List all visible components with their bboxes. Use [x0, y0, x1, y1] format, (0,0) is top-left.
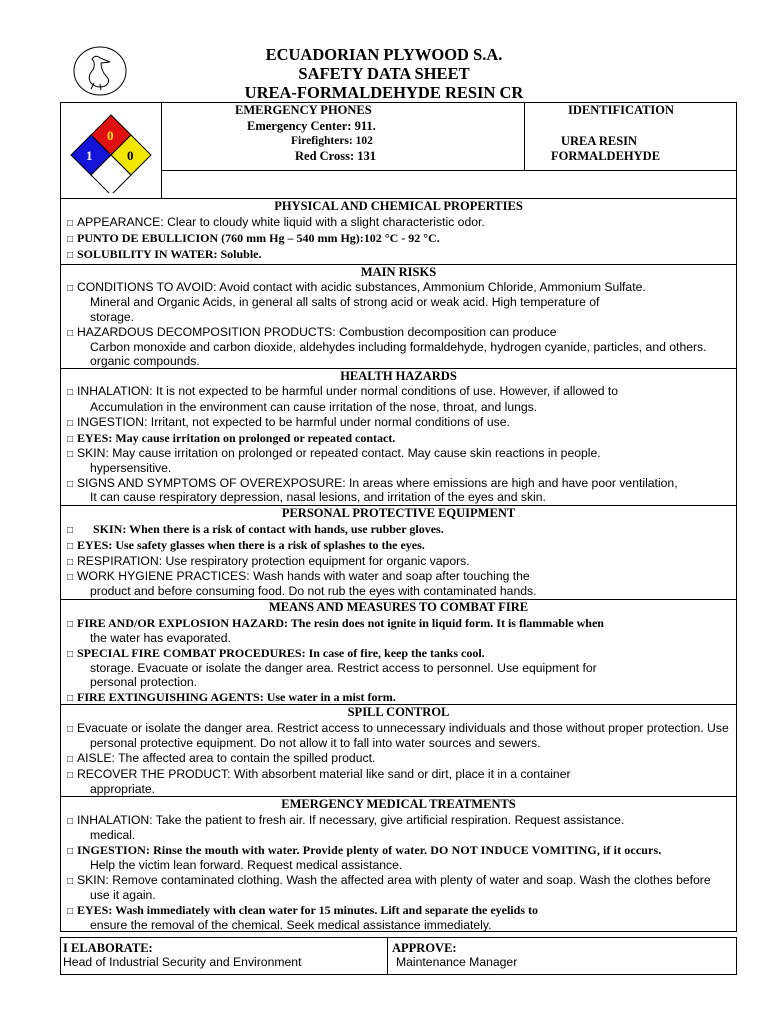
- list-item: □ INHALATION: Take the patient to fresh air. If necessary, give artificial respiration. Request assistance.: [67, 813, 625, 827]
- list-item: □ FIRE AND/OR EXPLOSION HAZARD: The resin does not ignite in liquid form. It is flammable when: [67, 616, 604, 630]
- list-item: □ RESPIRATION: Use respiratory protection equipment for organic vapors.: [67, 554, 470, 568]
- list-item-continuation: Mineral and Organic Acids, in general all salts of strong acid or weak acid. High temperature of: [90, 295, 600, 309]
- list-item: □ WORK HYGIENE PRACTICES: Wash hands with water and soap after touching the: [67, 569, 530, 583]
- identification-line-2: FORMALDEHYDE: [551, 149, 661, 163]
- list-item-continuation: Carbon monoxide and carbon dioxide, aldehydes including formaldehyde, hydrogen cyanide, particles, and others.: [90, 340, 707, 354]
- checkbox-bullet-icon: □: [67, 387, 74, 398]
- list-item-continuation: use it again.: [90, 888, 156, 902]
- checkbox-bullet-icon: □: [67, 770, 74, 781]
- checkbox-bullet-icon: □: [67, 619, 74, 630]
- checkbox-bullet-icon: □: [67, 283, 74, 294]
- list-item: □ EYES: May cause irritation on prolonged or repeated contact.: [67, 431, 396, 445]
- list-item: □ APPEARANCE: Clear to cloudy white liquid with a slight characteristic odor.: [67, 215, 485, 229]
- section-title-spill: SPILL CONTROL: [347, 705, 450, 719]
- emergency-center: Emergency Center: 911.: [247, 119, 376, 133]
- list-item-continuation: medical.: [90, 828, 136, 842]
- product-name: UREA-FORMALDEHYDE RESIN CR: [244, 83, 524, 102]
- section-title-ppe: PERSONAL PROTECTIVE EQUIPMENT: [281, 506, 516, 520]
- list-item-continuation: It can cause respiratory depression, nasal lesions, and irritation of the eyes and skin.: [90, 490, 546, 504]
- identification-line-1: UREA RESIN: [561, 134, 638, 148]
- divider-vertical-2: [524, 102, 525, 170]
- checkbox-bullet-icon: □: [67, 434, 74, 445]
- document-type: SAFETY DATA SHEET: [298, 64, 470, 83]
- checkbox-bullet-icon: □: [67, 724, 74, 735]
- approve-label: APPROVE:: [392, 941, 457, 955]
- list-item: □ SKIN: May cause irritation on prolonged or repeated contact. May cause skin reactions in people.: [67, 446, 601, 460]
- section-title-medical: EMERGENCY MEDICAL TREATMENTS: [281, 797, 516, 811]
- list-item-continuation: organic compounds.: [90, 354, 200, 368]
- checkbox-bullet-icon: □: [67, 234, 74, 245]
- list-item: □ PUNTO DE EBULLICION (760 mm Hg – 540 mm Hg):102 °C - 92 °C.: [67, 231, 440, 245]
- list-item-continuation: personal protection.: [90, 675, 198, 689]
- checkbox-bullet-icon: □: [67, 557, 74, 568]
- list-item-continuation: appropriate.: [90, 782, 156, 796]
- list-item-continuation: Help the victim lean forward. Request medical assistance.: [90, 858, 403, 872]
- list-item: □ SOLUBILITY IN WATER: Soluble.: [67, 247, 262, 261]
- company-name: ECUADORIAN PLYWOOD S.A.: [265, 45, 503, 64]
- checkbox-bullet-icon: □: [67, 754, 74, 765]
- list-item: □ INHALATION: It is not expected to be harmful under normal conditions of use. However, if allowed to: [67, 384, 619, 398]
- section-title-fire: MEANS AND MEASURES TO COMBAT FIRE: [268, 600, 529, 614]
- checkbox-bullet-icon: □: [67, 525, 74, 536]
- elaborate-label: I ELABORATE:: [63, 941, 153, 955]
- checkbox-bullet-icon: □: [67, 541, 74, 552]
- list-item: □ EYES: Wash immediately with clean water for 15 minutes. Lift and separate the eyelids to: [67, 903, 538, 917]
- checkbox-bullet-icon: □: [67, 328, 74, 339]
- list-item: □ SKIN: When there is a risk of contact with hands, use rubber gloves.: [67, 522, 444, 536]
- divider-vertical-1: [161, 102, 162, 198]
- checkbox-bullet-icon: □: [67, 479, 74, 490]
- checkbox-bullet-icon: □: [67, 876, 74, 887]
- checkbox-bullet-icon: □: [67, 846, 74, 857]
- checkbox-bullet-icon: □: [67, 218, 74, 229]
- checkbox-bullet-icon: □: [67, 250, 74, 261]
- list-item-continuation: the water has evaporated.: [90, 631, 231, 645]
- list-item: □ FIRE EXTINGUISHING AGENTS: Use water in a mist form.: [67, 690, 396, 704]
- signature-divider: [387, 937, 388, 975]
- nfpa-diamond: [63, 113, 159, 193]
- list-item-continuation: storage. Evacuate or isolate the danger area. Restrict access to personnel. Use equipment for: [90, 661, 597, 675]
- list-item-continuation: storage.: [90, 310, 135, 324]
- nfpa-flammability-value: 0: [107, 128, 114, 143]
- list-item-continuation: ensure the removal of the chemical. Seek medical assistance immediately.: [90, 918, 492, 932]
- divider-top-inner: [161, 170, 737, 171]
- list-item: □ INGESTION: Rinse the mouth with water. Provide plenty of water. DO NOT INDUCE VOMITING, if it occurs.: [67, 843, 662, 857]
- list-item: □ SKIN: Remove contaminated clothing. Wash the affected area with plenty of water and soap. Wash the clothes before: [67, 873, 711, 887]
- checkbox-bullet-icon: □: [67, 572, 74, 583]
- section-title-risks: MAIN RISKS: [360, 265, 437, 279]
- section-title-health: HEALTH HAZARDS: [340, 369, 457, 383]
- list-item: □ SIGNS AND SYMPTOMS OF OVEREXPOSURE: In areas where emissions are high and have poor ventilation,: [67, 476, 678, 490]
- approve-value: Maintenance Manager: [396, 955, 518, 969]
- checkbox-bullet-icon: □: [67, 693, 74, 704]
- list-item: □ CONDITIONS TO AVOID: Avoid contact with acidic substances, Ammonium Chloride, Ammonium Sulfate.: [67, 280, 646, 294]
- identification-heading: IDENTIFICATION: [568, 103, 675, 117]
- list-item: □ EYES: Use safety glasses when there is a risk of splashes to the eyes.: [67, 538, 425, 552]
- list-item-continuation: product and before consuming food. Do not rub the eyes with contaminated hands.: [90, 584, 537, 598]
- elaborate-value: Head of Industrial Security and Environment: [63, 955, 302, 969]
- list-item-continuation: Accumulation in the environment can cause irritation of the nose, throat, and lungs.: [90, 400, 538, 414]
- checkbox-bullet-icon: □: [67, 449, 74, 460]
- list-item: □ AISLE: The affected area to contain the spilled product.: [67, 751, 376, 765]
- checkbox-bullet-icon: □: [67, 649, 74, 660]
- list-item: □ RECOVER THE PRODUCT: With absorbent material like sand or dirt, place it in a container: [67, 767, 571, 781]
- nfpa-reactivity-value: 0: [127, 148, 134, 163]
- list-item: □ Evacuate or isolate the danger area. Restrict access to unnecessary individuals and those without proper protection. Use: [67, 721, 729, 735]
- emergency-phones-heading: EMERGENCY PHONES: [235, 103, 372, 117]
- list-item-continuation: hypersensitive.: [90, 461, 172, 475]
- list-item-continuation: personal protective equipment. Do not allow it to fall into water sources and sewers.: [90, 736, 541, 750]
- checkbox-bullet-icon: □: [67, 906, 74, 917]
- checkbox-bullet-icon: □: [67, 418, 74, 429]
- section-title-physical: PHYSICAL AND CHEMICAL PROPERTIES: [274, 199, 523, 213]
- list-item: □ SPECIAL FIRE COMBAT PROCEDURES: In case of fire, keep the tanks cool.: [67, 646, 485, 660]
- list-item: □ HAZARDOUS DECOMPOSITION PRODUCTS: Combustion decomposition can produce: [67, 325, 557, 339]
- checkbox-bullet-icon: □: [67, 816, 74, 827]
- red-cross-phone: Red Cross: 131: [295, 149, 377, 163]
- nfpa-health-value: 1: [86, 148, 93, 163]
- list-item: □ INGESTION: Irritant, not expected to be harmful under normal conditions of use.: [67, 415, 510, 429]
- firefighters-phone: Firefighters: 102: [291, 135, 373, 147]
